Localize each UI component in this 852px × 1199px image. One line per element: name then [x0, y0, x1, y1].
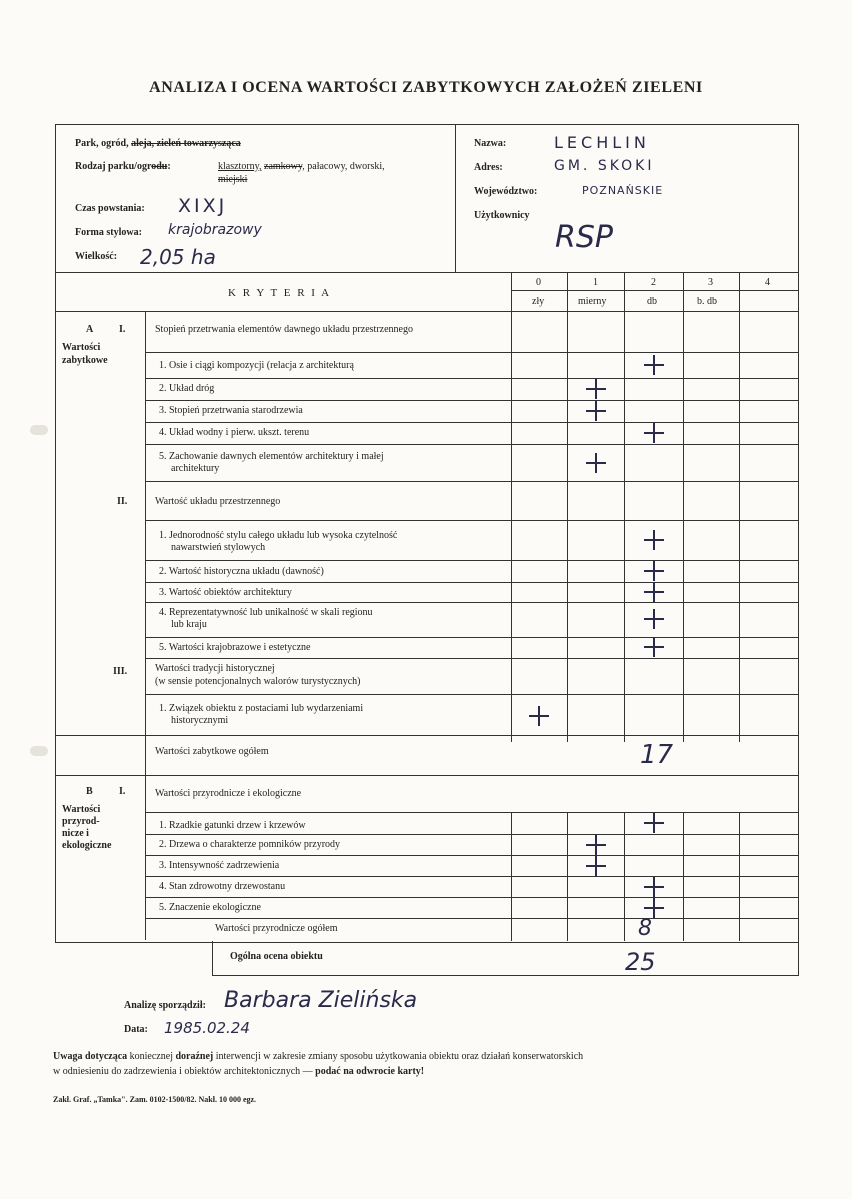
a2-item-5: 5. Wartości krajobrazowe i estetyczne	[159, 642, 311, 653]
section-b-label-2: przyrod-	[62, 816, 100, 827]
kind-option-city: miejski	[218, 174, 248, 185]
kind-options: klasztorny, zamkowy, pałacowy, dworski,	[218, 161, 385, 172]
overall-label: Ogólna ocena obiektu	[230, 951, 323, 962]
section-b-label-1: Wartości	[62, 804, 101, 815]
overall-value: 25	[625, 948, 656, 976]
a2-item-2: 2. Wartość historyczna układu (dawność)	[159, 566, 324, 577]
section-a-label-1: Wartości	[62, 342, 101, 353]
a1-item-5-cont: architektury	[171, 463, 220, 474]
size-value: 2,05 ha	[140, 245, 216, 269]
score-mark	[644, 355, 664, 375]
score-4: 4	[765, 277, 770, 288]
kind-label: Rodzaj parku/ogrodu:	[75, 161, 171, 172]
a1-item-4: 4. Układ wodny i pierw. ukszt. terenu	[159, 427, 310, 438]
style-label: Forma stylowa:	[75, 227, 142, 238]
users-value: RSP	[555, 220, 613, 255]
b-item-2: 2. Drzewa o charakterze pomników przyrody	[159, 839, 341, 850]
park-type-label: Park, ogród, aleja, zieleń towarzysząca	[75, 138, 241, 149]
score-mark	[644, 530, 664, 550]
address-label: Adres:	[474, 162, 503, 173]
printer-footer: Zakł. Graf. „Tamka". Zam. 0102-1500/82. Nakł. 10 000 egz.	[53, 1095, 257, 1104]
prepared-signature: Barbara Zielińska	[224, 988, 418, 1013]
a2-item-1: 1. Jednorodność stylu całego układu lub wysoka czytelność	[159, 530, 398, 541]
a2-item-1-cont: nawarstwień stylowych	[171, 542, 266, 553]
score-mark	[586, 401, 606, 421]
b-total-value: 8	[638, 916, 652, 941]
size-label: Wielkość:	[75, 251, 118, 262]
name-value: LECHLIN	[554, 133, 650, 152]
users-label: Użytkownicy	[474, 210, 530, 221]
b-total-label: Wartości przyrodnicze ogółem	[215, 923, 338, 934]
a1-item-2: 2. Układ dróg	[159, 383, 215, 394]
score-1: 1	[593, 277, 598, 288]
score-label-0: zły	[532, 296, 545, 307]
a1-item-3: 3. Stopień przetrwania starodrzewia	[159, 405, 303, 416]
section-b-label-4: ekologiczne	[62, 840, 112, 851]
section-a-roman-3: III.	[113, 666, 128, 677]
score-mark	[586, 453, 606, 473]
score-mark	[644, 877, 664, 897]
time-label: Czas powstania:	[75, 203, 145, 214]
section-a-letter: A	[86, 324, 94, 335]
score-mark	[644, 813, 664, 833]
score-label-1: mierny	[578, 296, 607, 307]
voivodeship-value: POZNAŃSKIE	[582, 184, 664, 197]
a2-item-4-cont: lub kraju	[171, 619, 207, 630]
time-value: XIXJ	[178, 195, 228, 217]
score-label-2: db	[647, 296, 657, 307]
date-label: Data:	[124, 1024, 148, 1035]
score-0: 0	[536, 277, 541, 288]
form-title: ANALIZA I OCENA WARTOŚCI ZABYTKOWYCH ZAŁOŻEŃ ZIELENI	[149, 79, 703, 96]
section-a-roman: I.	[119, 324, 126, 335]
section-a-label-2: zabytkowe	[62, 355, 108, 366]
name-label: Nazwa:	[474, 138, 507, 149]
prepared-label: Analizę sporządził:	[124, 1000, 206, 1011]
voivodeship-label: Województwo:	[474, 186, 538, 197]
a-total-value: 17	[640, 740, 674, 770]
notice-line-2: w odniesieniu do zadrzewienia i obiektów architektonicznych — podać na odwrocie karty!	[53, 1066, 425, 1077]
b-group-title: Wartości przyrodnicze i ekologiczne	[155, 788, 302, 799]
score-mark	[586, 856, 606, 876]
section-b-label-3: nicze i	[62, 828, 89, 839]
a-group2-title: Wartość układu przestrzennego	[155, 496, 281, 507]
a3-item-1: 1. Związek obiektu z postaciami lub wydarzeniami	[159, 703, 364, 714]
score-mark	[586, 379, 606, 399]
score-mark	[644, 609, 664, 629]
a-group3-title-2: (w sensie potencjonalnych walorów turystycznych)	[155, 676, 361, 687]
criteria-title: K R Y T E R I A	[228, 287, 332, 299]
score-3: 3	[708, 277, 713, 288]
style-value: krajobrazowy	[168, 222, 262, 238]
score-mark	[529, 706, 549, 726]
punch-hole-top	[30, 425, 48, 435]
score-mark	[644, 898, 664, 918]
punch-hole-bottom	[30, 746, 48, 756]
score-mark	[644, 582, 664, 602]
a3-item-1-cont: historycznymi	[171, 715, 229, 726]
section-b-letter: B	[86, 786, 93, 797]
a2-item-3: 3. Wartość obiektów architektury	[159, 587, 292, 598]
a1-item-1: 1. Osie i ciągi kompozycji (relacja z architekturą	[159, 360, 354, 371]
b-item-1: 1. Rzadkie gatunki drzew i krzewów	[159, 820, 306, 831]
score-mark	[644, 423, 664, 443]
address-value: GM. SKOKI	[554, 158, 655, 174]
score-mark	[644, 561, 664, 581]
a1-item-5: 5. Zachowanie dawnych elementów architektury i małej	[159, 451, 384, 462]
score-label-3: b. db	[697, 296, 717, 307]
b-item-5: 5. Znaczenie ekologiczne	[159, 902, 261, 913]
b-item-4: 4. Stan zdrowotny drzewostanu	[159, 881, 286, 892]
score-mark	[586, 835, 606, 855]
date-value: 1985.02.24	[164, 1019, 250, 1037]
score-mark	[644, 637, 664, 657]
a-total-label: Wartości zabytkowe ogółem	[155, 746, 269, 757]
a2-item-4: 4. Reprezentatywność lub unikalność w skali regionu	[159, 607, 373, 618]
b-item-3: 3. Intensywność zadrzewienia	[159, 860, 280, 871]
section-a-roman-2: II.	[117, 496, 128, 507]
a-group3-title-1: Wartości tradycji historycznej	[155, 663, 275, 674]
a-group1-title: Stopień przetrwania elementów dawnego układu przestrzennego	[155, 324, 413, 335]
section-b-roman: I.	[119, 786, 126, 797]
score-2: 2	[651, 277, 656, 288]
notice-line-1: Uwaga dotycząca koniecznej doraźnej interwencji w zakresie zmiany sposobu użytkowania obiektu oraz działań konserwatorskich	[53, 1051, 584, 1062]
